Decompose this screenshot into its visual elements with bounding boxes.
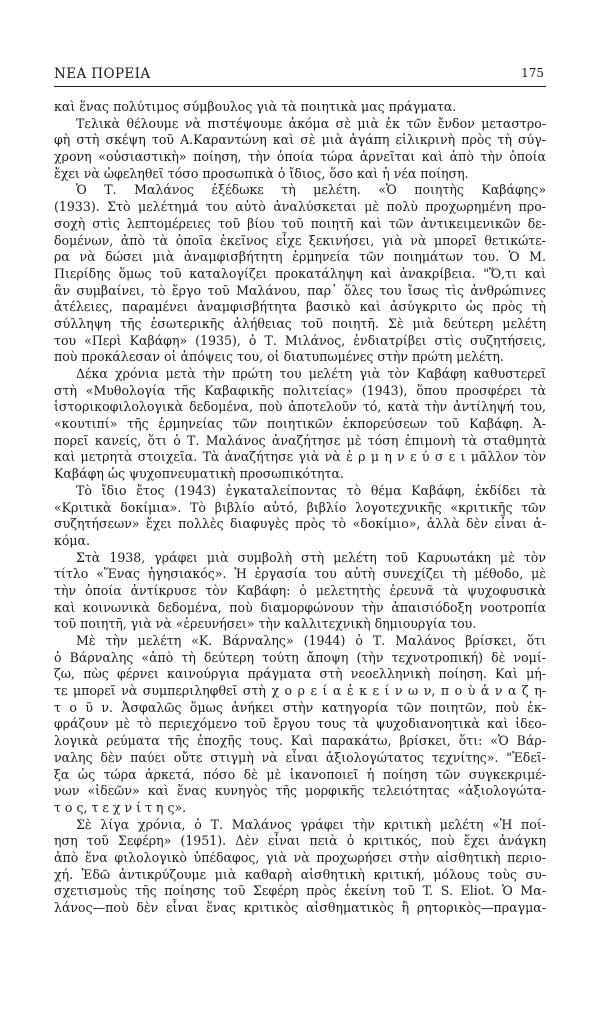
text-line: λογικὰ ρεύματα τῆς ἐποχῆς τους. Καὶ παρακάτω, βρίσκει, ὅτι: «Ὁ Βάρ- (54, 733, 546, 749)
body-text (54, 99, 546, 917)
text-line: Καβάφη ὡς ψυχοπνευματικὴ προσωπικότητα. (54, 466, 344, 482)
text-line: κόμα. (54, 532, 91, 548)
text-line: ποὺ προκάλεσαν οἱ ἀπόψεις του, οἱ διατυπωμένες στὴν πρώτη μελέτη. (54, 349, 504, 365)
text-line: ὁ Βάρναλης «ἀπὸ τὴ δεύτερη τούτη ἄποψη (τὴν τεχνοτροπική) δὲ νομί- (54, 649, 546, 665)
text-line: Στὰ 1938, γράφει μιὰ συμβολὴ στὴ μελέτη τοῦ Καρυωτάκη μὲ τὸν (76, 549, 546, 565)
text-line: ζω, πὼς φέρνει καινούργια πράγματα στὴ νεοελληνικὴ ποίηση. Καὶ μή- (54, 666, 546, 682)
text-line: Δέκα χρόνια μετὰ τὴν πρώτη του μελέτη γιὰ τὸν Καβάφη καθυστερεῖ (76, 366, 546, 381)
text-line: ηση τοῦ Σεφέρη» (1951). Δὲν εἶναι πειὰ ὁ κριτικός, ποὺ ἔχει ἀνάγκη (54, 833, 546, 849)
text-line: Σὲ λίγα χρόνια, ὁ Τ. Μαλάνος γράφει τὴν κριτικὴ μελέτη «Ἡ ποί- (76, 816, 546, 832)
text-line: ἔχει νὰ ὠφεληθεῖ τόσο προσωπικὰ ὁ ἴδιος, ὅσο καὶ ἡ νέα ποίηση. (54, 165, 469, 181)
text-line: φράζουν μὲ τὸ περιεχόμενο τοῦ ἔργου τους τὰ ψυχοδιανοητικὰ καὶ ἰδεο- (54, 716, 546, 732)
text-line: του «Περὶ Καβάφη» (1935), ὁ Τ. Μιλάνος, ἐνδιατρίβει στὶς συζητήσεις, (54, 332, 546, 348)
text-line: τίτλο «Ἕνας ἠγησιακός». Ἡ ἐργασία του αὐτὴ συνεχίζει τὴ μέθοδο, μὲ (54, 566, 546, 582)
text-line: Ὁ Τ. Μαλάνος ἐξέδωκε τὴ μελέτη. «Ὁ ποιητὴς Καβάφης» (76, 182, 546, 198)
running-head: ΝΕΑ ΠΟΡΕΙΑ (54, 66, 151, 82)
text-line: «Κριτικὰ δοκίμια». Τὸ βιβλίο αὐτό, βιβλίο λογοτεχνικῆς «κριτικῆς τῶν (54, 499, 546, 515)
text-line: σύλληψη τῆς ἐσωτερικῆς ἀλήθειας τοῦ ποιητῆ. Σὲ μιὰ δεύτερη μελέτη (54, 315, 546, 331)
text-line: σχετισμοὺς τῆς ποίησης τοῦ Σεφέρη πρὸς ἐκείνη τοῦ T. S. Eliot. Ὁ Μα- (54, 883, 546, 899)
text-line: χή. Ἐδῶ ἀντικρύζουμε μιὰ καθαρὴ αἰσθητικὴ κριτική, μόλους τοὺς συ- (54, 866, 546, 882)
text-line: «κουτιπί» τῆς ἑρμηνείας τῶν ποιητικῶν ἐκπορεύσεων τοῦ Καβάφη. Ἀ- (54, 416, 546, 432)
page-number: 175 (521, 66, 544, 80)
text-line: ἂν συμβαίνει, τὸ ἔργο τοῦ Μαλάνου, παρ᾽ ὅλες του ἴσως τὶς ἀνθρώπινες (54, 282, 546, 298)
text-line: Μὲ τὴν μελέτη «Κ. Βάρναλης» (1944) ὁ Τ. Μαλάνος βρίσκει, ὅτι (76, 633, 546, 648)
text-line: χρονη «οὐσιαστικὴ» ποίηση, τὴν ὁποία τώρα ἀρνεῖται καὶ ἀπὸ τὴν ὁποία (54, 149, 546, 165)
text-line: ρα νὰ δώσει μιὰ ἀναμφισβήτητη ἑρμηνεία τῶν ποιημάτων του. Ὁ Μ. (54, 249, 546, 265)
text-line: ἀτέλειες, παραμένει ἀναμφισβήτητα βασικὸ καὶ ἀσύγκριτο ὡς πρὸς τὴ (54, 299, 546, 315)
page-header (54, 64, 546, 87)
text-line: ἱστορικοφιλολογικὰ δεδομένα, ποὺ ἀποτελοῦν τό, κατὰ τὴν ἀντίληψή του, (54, 399, 546, 415)
text-line: τ ο ῦ ν. Ἀσφαλῶς ὅμως ἀνήκει στὴν κατηγορία τῶν ποιητῶν, ποὺ ἐκ- (54, 699, 546, 715)
text-line: ἀπὸ ἕνα φιλολογικὸ ὑπέδαφος, γιὰ νὰ προχωρήσει στὴν αἰσθητικὴ περιο- (54, 849, 546, 865)
text-line: νων «ἰδεῶν» καὶ ἕνας κυνηγὸς τῆς μορφικῆς τελειότητας «ἀξιολογώτα- (54, 783, 546, 799)
text-line: φὴ στὴ σκέψη τοῦ Α.Καραντώνη καὶ σὲ μιὰ ἀγάπη εἰλικρινὴ πρὸς τὴ σύγ- (54, 132, 546, 148)
text-line: τὴν ὁποία ἀντίκρυσε τὸν Καβάφη: ὁ μελετητὴς ἐρευνᾶ τὰ ψυχοφυσικὰ (54, 582, 546, 598)
text-line: δομένων, ἀπὸ τὰ ὁποῖα ἐκεῖνος εἶχε ξεκινήσει, γιὰ νὰ μπορεῖ θετικώτε- (54, 232, 546, 248)
text-line: πορεῖ κανείς, ὅτι ὁ Τ. Μαλάνος ἀναζήτησε μὲ τόση ἐπιμονὴ τὰ σταθμητὰ (54, 432, 546, 448)
text-line: ναλης δὲν παύει οὔτε στιγμὴ νὰ εἶναι ἀξιολογώτατος τεχνίτης». "Ἐδεῖ- (54, 749, 546, 765)
text-line: καὶ μετρητὰ στοιχεῖα. Τὰ ἀναζήτησε γιὰ νὰ ἑ ρ μ η ν ε ύ σ ε ι μᾶλλον τὸν (54, 449, 546, 465)
text-line: (1933). Στὸ μελέτημά του αὐτὸ ἀναλύσκεται μὲ πολὺ προχωρημένη προ- (54, 199, 546, 215)
text-line: συζητήσεων» ἔχει πολλὲς διαφυγὲς πρὸς τὸ «δοκίμιο», ἀλλὰ δὲν εἶναι ἀ- (54, 516, 546, 532)
text-line: στὴ «Μυθολογία τῆς Καβαφικῆς πολιτείας» (1943), ὅπου προσφέρει τὰ (54, 382, 546, 398)
text-line: τ ο ς, τ ε χ ν ί τ η ς». (54, 799, 187, 815)
text-line: λάνος—ποὺ δὲν εἶναι ἕνας κριτικὸς αἰσθηματικὸς ἢ ρητορικὸς—πραγμα- (54, 900, 546, 915)
text-line: Τελικὰ θέλουμε νὰ πιστέψουμε ἀκόμα σὲ μιὰ ἐκ τῶν ἔνδον μεταστρο- (76, 115, 546, 131)
text-line: Τὸ ἴδιο ἔτος (1943) ἐγκαταλείποντας τὸ θέμα Καβάφη, ἐκδίδει τὰ (76, 482, 546, 498)
text-line: τοῦ ποιητῆ, γιὰ νὰ «ἐρευνήσει» τὴν καλλιτεχνικὴ δημιουργία του. (54, 616, 477, 632)
text-line: Πιερίδης ὅμως τοῦ καταλογίζει προκατάληψη καὶ ἀνακρίβεια. "Ὅ,τι καὶ (54, 265, 546, 281)
text-line: σοχὴ στὶς λεπτομέρειες τοῦ βίου τοῦ ποιητῆ καὶ τῶν ἀντικειμενικῶν δε- (54, 215, 546, 231)
text-line: καὶ ἕνας πολύτιμος σύμβουλος γιὰ τὰ ποιητικὰ μας πράγματα. (54, 99, 457, 114)
text-line: ξα ὡς τώρα ἀρκετά, πόσο δὲ μὲ ἱκανοποιεῖ ἡ ποίηση τῶν συγκεκριμέ- (54, 766, 546, 782)
text-line: τε μπορεῖ νὰ συμπεριληφθεῖ στὴ χ ο ρ ε ί α ἐ κ ε ί ν ω ν, π ο ὺ ἀ ν α ζ η- (54, 683, 546, 699)
text-line: καὶ κοινωνικὰ δεδομένα, ποὺ διαμορφώνουν τὴν ἀπαισιόδοξη νοοτροπία (54, 599, 546, 615)
